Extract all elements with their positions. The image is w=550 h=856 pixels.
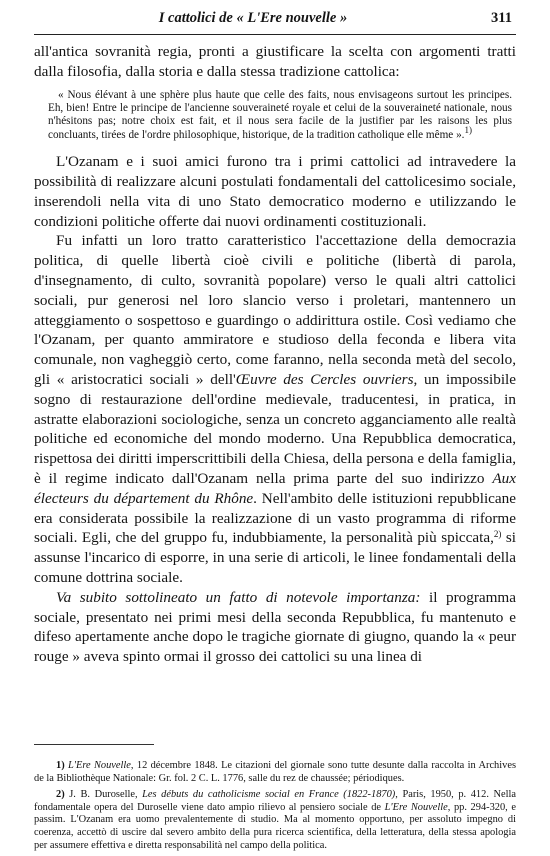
paragraph-1-text: L'Ozanam e i suoi amici furono tra i primi cattolici ad intravedere la possibilità di realizzare alcuni postulati fondamentali del cattolicesimo sociale, inserendoli nella vita di uno Stato democratico moderno e utilizzando le condizioni politiche offerte dai nuovi ordinamenti costituzionali. [34,153,516,230]
footnote-2-text-a: J. B. Duroselle, [69,789,143,801]
paragraph-2-text-c: . Nell'ambito delle istituzioni repubblicane era considerata possibile la realizzazione di un vasto programma di riforme sociali. Egli, che del gruppo fu, indubbiamente, la personalità più spiccata, [34,489,516,547]
main-text [34,42,516,667]
intro-text: all'antica sovranità regia, pronti a giustificare la scelta con argomenti tratti dalla filosofia, dalla storia e dalla stessa tradizione cattolica: [34,43,516,80]
quote-text: « Nous élévant à une sphère plus haute que celle des faits, nous envisageons surtout les principes. Eh, bien! Entre le principe de l'ancienne souveraineté royale et celui de la souveraineté nationale, nous n'hésitons pas; notre choix est fait, et il nous sera facile de la justifier par les raisons les plus concluants, tirées de l'ordre philosophique, historique, de la tradition catholique elle même ». [48,88,512,141]
paragraph-3 [34,588,516,667]
paragraph-2-italic-2: Aux électeurs du département du Rhône [34,469,516,507]
paragraph-2-text-b: , un impossibile sogno di restaurazione dell'ordine medievale, traducentesi, in pratica, in astratte elaborazioni sociologiche, senza un concreto agganciamento alle realtà politiche ed economiche del mondo moderno. Una Repubblica democratica, rispettosa dei diritti imperscrittibili della Chiesa, della persona e della famiglia, è il regime indicato dall'Ozanam nella prima parte del suo indirizzo [34,370,516,487]
footnote-rule [34,744,154,745]
page-number: 311 [491,10,512,26]
footnote-1-mark: 1) [56,760,65,771]
running-title: I cattolici de « L'Ere nouvelle » [158,10,348,26]
footnote-1-italic: L'Ere Nouvelle [68,760,131,771]
paragraph-1 [34,152,516,231]
paragraph-intro [34,42,516,82]
paragraph-2-italic-1: Œuvre des Cercles ouvriers [235,370,414,388]
paragraph-2-text-a: Fu infatti un loro tratto caratteristico l'accettazione della democrazia politica, di quelle libertà cioè civili e politiche (libertà di parola, d'insegnamento, di culto, sovranità popolare) verso le quali altri cattolici sociali, pur generosi nel loro slancio verso i proletari, mantennero un atteggiamento o sospettoso e guardingo o addirittura ostile. Così vediamo che l'Ozanam, per quanto ammiratore e studioso della feconda e libera vita comunale, non vagheggiò certo, come faranno, nella seconda metà del secolo, gli « aristocratici sociali » dell' [34,232,516,388]
paragraph-3-text: il programma sociale, presentato nei primi mesi della seconda Repubblica, fu mantenuto e difeso apertamente anche dopo le tragiche giornate di giugno, quando la « peur rouge » aveva spinto ormai il grosso dei cattolici su una linea di [34,588,516,666]
paragraph-2-text-d: si assunse l'incarico di esporre, in una serie di articoli, le linee fondamentali della comune dottrina sociale. [34,529,516,586]
footnote-1 [34,760,516,785]
footnote-1-text: , 12 décembre 1848. Le citazioni del giornale sono tutte desunte dalla raccolta in Archives de la Bibliothèque Nationale: Gr. fol. 2 C. L. 1776, salle du rez de chaussée; périodiques. [34,760,516,784]
page-header [34,8,516,35]
footnote-ref-2: 2) [493,529,502,540]
footnote-2 [34,789,516,852]
footnote-2-mark: 2) [56,789,65,801]
footnote-2-text-b: , Paris, 1950, p. 412. Nella fondamentale opera del Duroselle viene dato ampio rilievo al pensiero sociale de [34,789,516,813]
footnote-ref-1: 1) [464,124,472,135]
footnotes [34,760,516,856]
footnote-2-italic-2: L'Ere Nouvelle [384,801,448,813]
paragraph-3-italic: Va subito sottolineato un fatto di notevole importanza: [56,588,421,606]
footnote-2-text-c: , pp. 294-320, e passim. L'Ozanam era uomo prevalentemente di studio. Ma al momento opportuno, per assoluto impegno di coerenza, accettò di uscire dal severo ambito della pura ricerca scientifica, della letteratura, della stessa apologia per assumere effettiva e diretta responsabilità nel campo della politica. [34,801,516,851]
block-quote [48,89,512,143]
footnote-2-italic-1: Les débuts du catholicisme social en France (1822-1870) [142,789,396,801]
paragraph-2 [34,231,516,587]
